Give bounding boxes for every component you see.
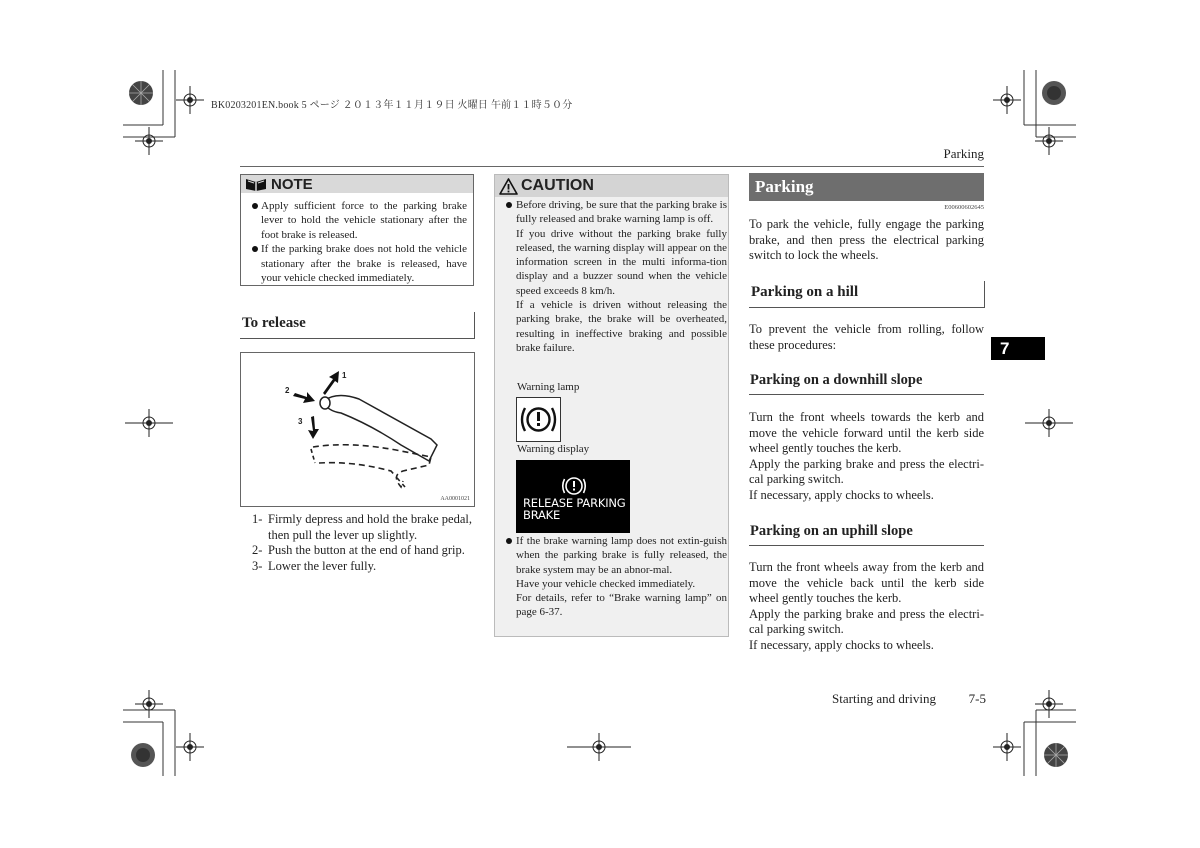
caution-header (495, 175, 728, 197)
step-text: Lower the lever fully. (268, 558, 377, 573)
downhill-paragraph: Apply the parking brake and press the electri-cal parking switch. (749, 456, 984, 487)
section-code: E00600602645 (944, 204, 984, 211)
warning-display-screen (516, 460, 630, 533)
step-text: Firmly depress and hold the brake pedal, then pull the lever up slightly. (268, 512, 472, 542)
note-item: Apply sufficient force to the parking brake lever to hold the vehicle stationary after the foot brake is released. (252, 199, 467, 242)
step-number: 1- (252, 512, 263, 526)
uphill-paragraph: Turn the front wheels away from the kerb and move the vehicle back until the kerb side wheel gently touches the kerb. (749, 560, 984, 606)
step-item (252, 559, 472, 575)
downhill-paragraph: Turn the front wheels towards the kerb and move the vehicle forward until the kerb side wheel gently touches the kerb. (749, 410, 984, 456)
callout-2: 2 (285, 386, 290, 395)
step-number: 2- (252, 543, 263, 558)
parking-intro-text: To park the vehicle, fully engage the parking brake, and then press the electrical parking switch to lock the wheels. (749, 217, 984, 263)
hill-intro-text: To prevent the vehicle from rolling, follow these procedures: (749, 322, 984, 352)
step-item (252, 512, 472, 543)
downhill-text (749, 410, 984, 504)
note-list (241, 193, 473, 285)
caution-paragraph: If you drive without the parking brake fully released, the warning display will appear on the information screen in the multi informa-tion display and a buzzer sound when the vehicle speed exceeds 8 km/h. (516, 227, 727, 297)
caution-paragraph: For details, refer to “Brake warning lamp” on page 6-37. (516, 592, 727, 619)
header-rule (240, 166, 984, 167)
note-item: If the parking brake does not hold the vehicle stationary after the brake is released, have your vehicle checked immediately. (252, 242, 467, 285)
brake-warning-icon (517, 398, 560, 441)
downhill-heading: Parking on a downhill slope (749, 372, 984, 395)
warning-lamp-label: Warning lamp (517, 381, 580, 393)
to-release-heading: To release (240, 312, 475, 339)
uphill-paragraph: If necessary, apply chocks to wheels. (749, 637, 934, 652)
print-info-line: BK0203201EN.book 5 ページ ２０１３年１１月１９日 火曜日 午前１１時５０分 (211, 100, 573, 111)
step-number: 3- (252, 558, 263, 573)
chapter-tab: 7 (991, 337, 1045, 360)
warning-display-label: Warning display (517, 443, 590, 455)
note-book-icon (245, 177, 267, 191)
caution-paragraph: Have your vehicle checked immediately. (516, 577, 696, 590)
caution-bullet: Before driving, be sure that the parking brake is fully released and brake warning lamp is off. (505, 198, 727, 227)
caution-box (494, 174, 729, 637)
step-item (252, 543, 472, 559)
page-number: 7-5 (968, 691, 986, 706)
caution-bullet: If the brake warning lamp does not extin-guish when the parking brake is fully released, the brake system may be an abnor-mal. (505, 534, 727, 577)
caution-text-block-1 (505, 198, 727, 355)
caution-paragraph: If a vehicle is driven without releasing the parking brake, the brake will be overheated, resulting in ineffective braking and possible brake failure. (516, 299, 727, 354)
display-message-line: BRAKE (523, 508, 561, 522)
release-steps (252, 512, 472, 574)
parking-brake-lever-figure (240, 352, 475, 507)
footer-chapter-title: Starting and driving (832, 691, 936, 706)
caution-label: CAUTION (521, 177, 594, 194)
note-box (240, 174, 474, 286)
note-header (241, 175, 473, 193)
display-message (523, 497, 626, 521)
parking-on-hill-heading: Parking on a hill (749, 281, 985, 308)
figure-code: AA0001021 (440, 496, 470, 502)
uphill-paragraph: Apply the parking brake and press the electri-cal parking switch. (749, 606, 984, 637)
lever-illustration (241, 353, 474, 506)
uphill-text (749, 560, 984, 654)
display-message-line: RELEASE PARKING (523, 496, 626, 510)
callout-1: 1 (342, 371, 347, 380)
downhill-paragraph: If necessary, apply chocks to wheels. (749, 487, 934, 502)
callout-3: 3 (298, 417, 303, 426)
uphill-heading: Parking on an uphill slope (749, 523, 984, 546)
running-header-title: Parking (943, 146, 984, 161)
brake-warning-lamp (516, 397, 561, 442)
caution-text-block-2 (505, 534, 727, 620)
note-label: NOTE (271, 175, 313, 193)
parking-section-banner: Parking (749, 173, 984, 201)
warning-triangle-icon (499, 178, 518, 195)
step-text: Push the button at the end of hand grip. (268, 543, 465, 558)
